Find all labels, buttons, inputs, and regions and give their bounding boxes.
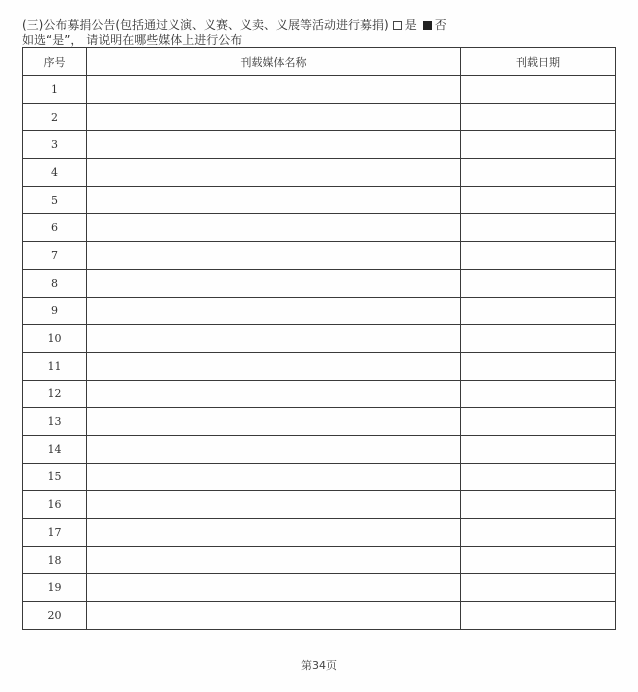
- media-name-cell[interactable]: [87, 186, 461, 214]
- date-cell[interactable]: [461, 186, 616, 214]
- row-index: 18: [23, 546, 87, 574]
- media-name-cell[interactable]: [87, 242, 461, 270]
- date-cell[interactable]: [461, 491, 616, 519]
- media-name-cell[interactable]: [87, 159, 461, 187]
- date-cell[interactable]: [461, 602, 616, 630]
- no-label: 否: [434, 18, 447, 32]
- media-name-cell[interactable]: [87, 131, 461, 159]
- date-cell[interactable]: [461, 159, 616, 187]
- date-cell[interactable]: [461, 242, 616, 270]
- date-cell[interactable]: [461, 574, 616, 602]
- row-index: 20: [23, 602, 87, 630]
- table-row: [23, 242, 616, 270]
- date-cell[interactable]: [461, 214, 616, 242]
- media-name-cell[interactable]: [87, 491, 461, 519]
- table-row: [23, 103, 616, 131]
- row-index: 19: [23, 574, 87, 602]
- row-index: 10: [23, 325, 87, 353]
- table-row: [23, 269, 616, 297]
- header-index: 序号: [23, 48, 87, 76]
- row-index: 13: [23, 408, 87, 436]
- row-index: 14: [23, 435, 87, 463]
- row-index: 5: [23, 186, 87, 214]
- date-cell[interactable]: [461, 546, 616, 574]
- no-checkbox-checked[interactable]: [423, 21, 432, 30]
- date-cell[interactable]: [461, 76, 616, 104]
- table-row: [23, 408, 616, 436]
- media-name-cell[interactable]: [87, 546, 461, 574]
- instruction-text: 如选“是”， 请说明在哪些媒体上进行公布: [22, 33, 243, 47]
- row-index: 3: [23, 131, 87, 159]
- media-name-cell[interactable]: [87, 463, 461, 491]
- table-row: [23, 491, 616, 519]
- header-media-name: 刊载媒体名称: [87, 48, 461, 76]
- row-index: 2: [23, 103, 87, 131]
- media-name-cell[interactable]: [87, 380, 461, 408]
- row-index: 16: [23, 491, 87, 519]
- row-index: 4: [23, 159, 87, 187]
- date-cell[interactable]: [461, 131, 616, 159]
- table-row: [23, 297, 616, 325]
- media-name-cell[interactable]: [87, 76, 461, 104]
- media-name-cell[interactable]: [87, 408, 461, 436]
- row-index: 1: [23, 76, 87, 104]
- table-row: [23, 435, 616, 463]
- table-row: [23, 546, 616, 574]
- media-name-cell[interactable]: [87, 103, 461, 131]
- media-name-cell[interactable]: [87, 602, 461, 630]
- media-name-cell[interactable]: [87, 297, 461, 325]
- row-index: 6: [23, 214, 87, 242]
- media-name-cell[interactable]: [87, 325, 461, 353]
- table-row: [23, 463, 616, 491]
- date-cell[interactable]: [461, 269, 616, 297]
- media-table: [22, 47, 616, 630]
- table-row: [23, 131, 616, 159]
- row-index: 12: [23, 380, 87, 408]
- table-row: [23, 159, 616, 187]
- row-index: 15: [23, 463, 87, 491]
- table-row: [23, 325, 616, 353]
- yes-checkbox-empty[interactable]: [393, 21, 402, 30]
- date-cell[interactable]: [461, 103, 616, 131]
- media-name-cell[interactable]: [87, 574, 461, 602]
- table-body: [23, 76, 616, 630]
- table-row: [23, 380, 616, 408]
- media-name-cell[interactable]: [87, 435, 461, 463]
- table-row: [23, 76, 616, 104]
- media-name-cell[interactable]: [87, 214, 461, 242]
- media-name-cell[interactable]: [87, 352, 461, 380]
- row-index: 9: [23, 297, 87, 325]
- table-row: [23, 602, 616, 630]
- row-index: 17: [23, 519, 87, 547]
- table-row: [23, 519, 616, 547]
- date-cell[interactable]: [461, 463, 616, 491]
- media-name-cell[interactable]: [87, 269, 461, 297]
- date-cell[interactable]: [461, 435, 616, 463]
- table-header-row: [23, 48, 616, 76]
- date-cell[interactable]: [461, 297, 616, 325]
- table-row: [23, 352, 616, 380]
- table-row: [23, 186, 616, 214]
- row-index: 11: [23, 352, 87, 380]
- media-name-cell[interactable]: [87, 519, 461, 547]
- header-date: 刊载日期: [461, 48, 616, 76]
- date-cell[interactable]: [461, 408, 616, 436]
- date-cell[interactable]: [461, 519, 616, 547]
- page-number: 第34页: [301, 659, 337, 672]
- row-index: 8: [23, 269, 87, 297]
- yes-label: 是: [404, 18, 417, 32]
- date-cell[interactable]: [461, 352, 616, 380]
- table-row: [23, 214, 616, 242]
- section-heading: [22, 17, 447, 33]
- table-row: [23, 574, 616, 602]
- date-cell[interactable]: [461, 325, 616, 353]
- question-text: (三)公布募捐公告(包括通过义演、义赛、义卖、义展等活动进行募捐): [22, 18, 389, 32]
- row-index: 7: [23, 242, 87, 270]
- date-cell[interactable]: [461, 380, 616, 408]
